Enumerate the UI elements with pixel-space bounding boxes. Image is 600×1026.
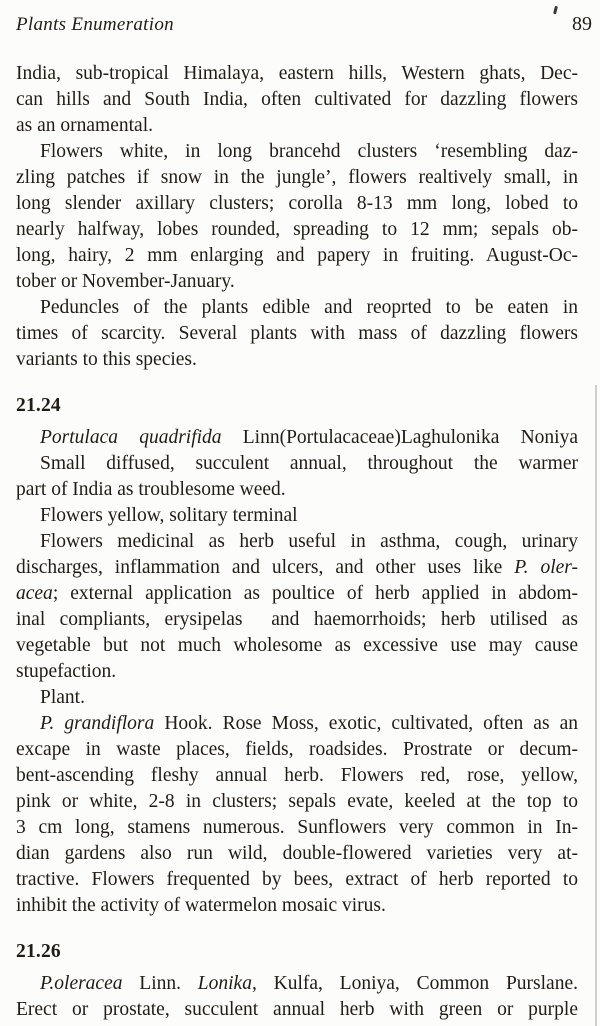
text-line: excape in waste places, fields, roadsides. Prostrate or decum-: [16, 739, 578, 760]
text-line: P. grandiflora Hook. Rose Moss, exotic, cultivated, often as an: [40, 713, 578, 734]
text-line: can hills and South India, often cultivated for dazzling flowers: [16, 89, 578, 110]
paragraph: [16, 61, 578, 139]
italic-text: Lonika: [197, 973, 252, 994]
italic-text: P. oler-: [514, 557, 578, 578]
text-line: P.oleracea Linn. Lonika, Kulfa, Loniya, Common Purslane.: [40, 973, 578, 994]
text-line: pink or white, 2-8 in clusters; sepals evate, keeled at the top to: [16, 791, 578, 812]
text-line: long slender axillary clusters; corolla 8-13 mm long, lobed to: [16, 193, 578, 214]
page-number-area: [572, 12, 592, 37]
paragraph: [16, 711, 578, 919]
page-body: [16, 61, 578, 1023]
text-line: Small diffused, succulent annual, throughout the warmer: [40, 453, 578, 474]
paragraph: [16, 451, 578, 503]
text-line: Erect or prostate, succulent annual herb with green or purple: [16, 999, 578, 1020]
text-line: times of scarcity. Several plants with mass of dazzling flowers: [16, 323, 578, 344]
text-line: bent-ascending fleshy annual herb. Flowers red, rose, yellow,: [16, 765, 578, 786]
text-line: long, hairy, 2 mm enlarging and papery in fruiting. August-Oc-: [16, 245, 578, 266]
paragraph: [16, 685, 578, 711]
text-line: 21.26: [16, 941, 61, 962]
text-line: Flowers white, in long brancehd clusters ‘resembling daz-: [40, 141, 578, 162]
running-header-title: Plants Enumeration: [16, 14, 174, 35]
paragraph: [16, 139, 578, 295]
text-line: tractive. Flowers frequented by bees, extract of herb reported to: [16, 869, 578, 890]
text-line: Flowers yellow, solitary terminal: [40, 505, 298, 526]
text-line: Flowers medicinal as herb useful in asthma, cough, urinary: [40, 531, 578, 552]
page-number: 89: [572, 13, 592, 35]
text-line: India, sub-tropical Himalaya, eastern hills, Western ghats, Dec-: [16, 63, 578, 84]
text-line: zling patches if snow in the jungle’, flowers realtively small, in: [16, 167, 578, 188]
paragraph: [16, 425, 578, 451]
text-line: tober or November-January.: [16, 271, 235, 292]
text-line: part of India as troublesome weed.: [16, 479, 286, 500]
text-line: Plant.: [40, 687, 85, 708]
text-line: 3 cm long, stamens numerous. Sunflowers very common in In-: [16, 817, 578, 838]
scan-edge-artifact: [595, 385, 597, 1026]
text-line: discharges, inflammation and ulcers, and other uses like P. oler-: [16, 557, 578, 578]
italic-text: P. grandiflora: [40, 713, 155, 734]
text-line: nearly halfway, lobes rounded, spreading to 12 mm; sepals ob-: [16, 219, 578, 240]
paragraph: [16, 503, 578, 529]
section-heading: [16, 393, 578, 419]
text-line: inhibit the activity of watermelon mosaic virus.: [16, 895, 386, 916]
paragraph: [16, 295, 578, 373]
italic-text: acea: [16, 583, 53, 604]
page-header: [16, 12, 592, 37]
text-line: as an ornamental.: [16, 115, 153, 136]
italic-text: P.oleracea: [40, 973, 123, 994]
text-line: stupefaction.: [16, 661, 117, 682]
paragraph: [16, 529, 578, 685]
text-line: 21.24: [16, 395, 61, 416]
text-line: Peduncles of the plants edible and reoprted to be eaten in: [40, 297, 578, 318]
text-line: dian gardens also run wild, double-flowered varieties very at-: [16, 843, 578, 864]
paragraph: [16, 971, 578, 1023]
section-heading: [16, 939, 578, 965]
italic-text: Portulaca quadrifida: [40, 427, 222, 448]
text-line: inal compliants, erysipelas and haemorrhoids; herb utilised as: [16, 609, 578, 630]
text-line: Portulaca quadrifida Linn(Portulacaceae)Laghulonika Noniya: [40, 427, 578, 448]
scan-speck: [553, 6, 557, 14]
text-line: acea; external application as poultice of herb applied in abdom-: [16, 583, 578, 604]
text-line: vegetable but not much wholesome as excessive use may cause: [16, 635, 578, 656]
text-line: variants to this species.: [16, 349, 197, 370]
